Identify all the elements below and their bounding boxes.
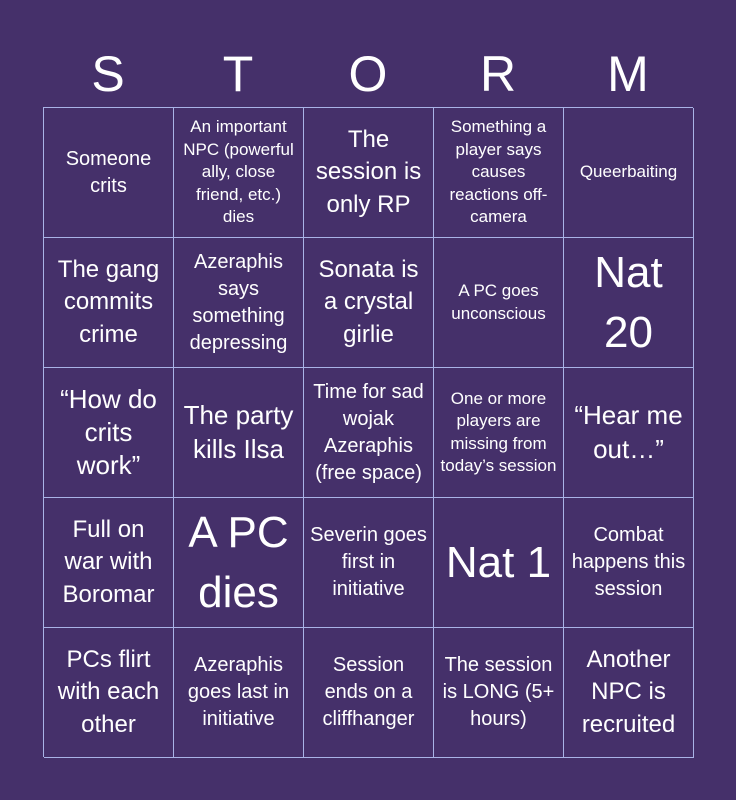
cell-text: Full on war with Boromar: [62, 515, 155, 608]
bingo-cell[interactable]: [44, 108, 174, 238]
bingo-cell[interactable]: [174, 368, 304, 498]
bingo-cell[interactable]: [434, 628, 564, 758]
cell-text: PCs flirt with each other: [57, 645, 160, 738]
bingo-cell[interactable]: [304, 628, 434, 758]
cell-text: Combat happens this session: [571, 524, 686, 600]
bingo-cell[interactable]: [44, 238, 174, 368]
bingo-cell[interactable]: [304, 108, 434, 238]
bingo-cell[interactable]: [44, 368, 174, 498]
cell-text: Azeraphis says something depressing: [189, 250, 288, 354]
header-letter-r: R: [479, 46, 517, 102]
cell-text: Someone crits: [65, 147, 152, 197]
bingo-cell[interactable]: [434, 108, 564, 238]
bingo-cell[interactable]: [44, 498, 174, 628]
cell-text: “How do crits work”: [60, 383, 157, 481]
bingo-cell[interactable]: [44, 628, 174, 758]
bingo-cell free-space[interactable]: [304, 368, 434, 498]
cell-text: A PC goes unconscious: [451, 281, 546, 323]
header-letter-s: S: [91, 46, 125, 102]
cell-text: Nat 20: [594, 248, 663, 357]
bingo-cell[interactable]: [174, 108, 304, 238]
bingo-cell[interactable]: [434, 238, 564, 368]
cell-text: The gang commits crime: [57, 255, 160, 348]
cell-text: Sonata is a crystal girlie: [318, 255, 419, 348]
cell-text: Azeraphis goes last in initiative: [187, 654, 290, 730]
bingo-cell[interactable]: [174, 238, 304, 368]
bingo-cell[interactable]: [564, 108, 694, 238]
cell-text: Severin goes first in initiative: [310, 524, 427, 600]
bingo-cell[interactable]: [174, 498, 304, 628]
cell-text: The party kills Ilsa: [183, 400, 294, 464]
bingo-cell[interactable]: [174, 628, 304, 758]
bingo-cell[interactable]: [434, 368, 564, 498]
cell-text: “Hear me out…”: [574, 400, 683, 464]
bingo-header: [43, 44, 693, 104]
cell-text: The session is only RP: [315, 125, 422, 218]
cell-text: Session ends on a cliffhanger: [322, 654, 415, 730]
header-letter-t: T: [222, 46, 254, 102]
cell-text: One or more players are missing from today’s session: [440, 388, 557, 475]
bingo-cell[interactable]: [304, 238, 434, 368]
cell-text: The session is LONG (5+ hours): [442, 654, 555, 730]
bingo-cell[interactable]: [564, 628, 694, 758]
bingo-cell[interactable]: [564, 498, 694, 628]
bingo-cell[interactable]: [304, 498, 434, 628]
cell-text: An important NPC (powerful ally, close friend, etc.) dies: [183, 117, 294, 227]
bingo-cell[interactable]: [564, 368, 694, 498]
cell-text: Time for sad wojak Azeraphis (free space): [313, 380, 424, 484]
bingo-cell[interactable]: [434, 498, 564, 628]
bingo-cell[interactable]: [564, 238, 694, 368]
cell-text: Something a player says causes reactions off-camera: [449, 117, 548, 227]
cell-text: Nat 1: [445, 537, 552, 587]
bingo-grid: [43, 107, 693, 757]
cell-text: Another NPC is recruited: [581, 645, 676, 738]
cell-text: A PC dies: [188, 508, 289, 617]
header-letter-o: O: [348, 46, 388, 102]
header-letter-m: M: [607, 46, 649, 102]
cell-text: Queerbaiting: [579, 162, 678, 182]
